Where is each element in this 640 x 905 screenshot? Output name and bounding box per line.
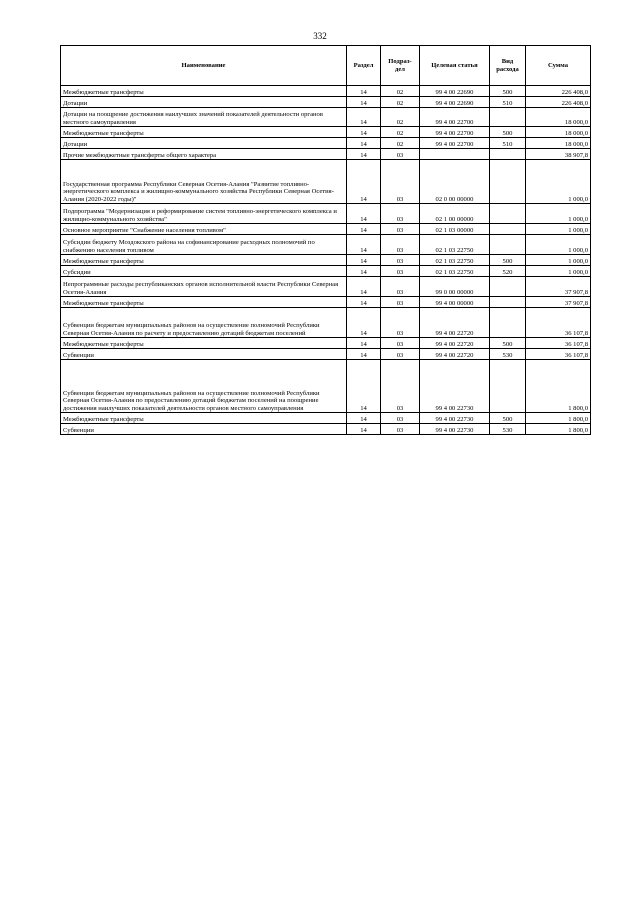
row-summa: 1 000,0 (526, 235, 591, 255)
row-razdel: 14 (347, 297, 381, 308)
row-podrazdel: 03 (381, 297, 420, 308)
row-name: Непрограммные расходы республиканских органов исполнительной власти Республики Северная Осетия-Алания (61, 277, 347, 297)
row-name: Межбюджетные трансферты (61, 338, 347, 349)
row-summa: 18 000,0 (526, 138, 591, 149)
table-row (61, 255, 591, 266)
row-name: Подпрограмма "Модернизация и реформирование систем топливно-энергетического комплекса и жилищно-коммунального хозяйства" (61, 204, 347, 224)
row-summa: 1 800,0 (526, 360, 591, 413)
table-row (61, 97, 591, 108)
row-podrazdel: 02 (381, 86, 420, 97)
row-statya: 02 1 03 22750 (420, 255, 490, 266)
row-razdel: 14 (347, 413, 381, 424)
row-name: Межбюджетные трансферты (61, 255, 347, 266)
table-row (61, 338, 591, 349)
row-statya: 99 4 00 22730 (420, 360, 490, 413)
row-vid: 530 (490, 349, 526, 360)
table-row (61, 424, 591, 435)
page-number: 332 (313, 31, 327, 41)
row-vid (490, 235, 526, 255)
row-statya: 99 4 00 22730 (420, 424, 490, 435)
row-statya: 99 0 00 00000 (420, 277, 490, 297)
row-vid: 530 (490, 424, 526, 435)
row-podrazdel: 02 (381, 138, 420, 149)
row-statya (420, 149, 490, 160)
table-row (61, 86, 591, 97)
row-vid (490, 149, 526, 160)
row-name: Субвенции (61, 349, 347, 360)
row-podrazdel: 03 (381, 413, 420, 424)
row-vid (490, 277, 526, 297)
table-row (61, 204, 591, 224)
row-razdel: 14 (347, 224, 381, 235)
row-razdel: 14 (347, 338, 381, 349)
row-razdel: 14 (347, 255, 381, 266)
row-summa: 1 800,0 (526, 413, 591, 424)
row-razdel: 14 (347, 97, 381, 108)
row-summa: 1 000,0 (526, 160, 591, 204)
table-row (61, 297, 591, 308)
table-header-row (61, 46, 591, 86)
row-razdel: 14 (347, 160, 381, 204)
row-statya: 99 4 00 22720 (420, 338, 490, 349)
row-statya: 99 4 00 22690 (420, 86, 490, 97)
row-statya: 99 4 00 22720 (420, 349, 490, 360)
row-name: Межбюджетные трансферты (61, 297, 347, 308)
row-name: Дотации (61, 138, 347, 149)
header-razdel: Раздел (347, 46, 381, 86)
row-summa: 1 000,0 (526, 266, 591, 277)
row-razdel: 14 (347, 138, 381, 149)
row-podrazdel: 03 (381, 235, 420, 255)
row-razdel: 14 (347, 277, 381, 297)
row-summa: 37 907,8 (526, 277, 591, 297)
row-statya: 99 4 00 22690 (420, 97, 490, 108)
row-vid (490, 297, 526, 308)
header-summa: Сумма (526, 46, 591, 86)
row-name: Субвенции бюджетам муниципальных районов на осуществление полномочий Республики Северная Осетия-Алания по расчету и предоставлению дотаций бюджетам поселений (61, 308, 347, 338)
table-row (61, 235, 591, 255)
row-podrazdel: 03 (381, 149, 420, 160)
row-statya: 02 1 00 00000 (420, 204, 490, 224)
row-statya: 99 4 00 22700 (420, 127, 490, 138)
row-summa: 18 000,0 (526, 127, 591, 138)
row-statya: 02 1 03 00000 (420, 224, 490, 235)
row-name: Субсидии бюджету Моздокского района на софинансирование расходных полномочий по снабжению населения топливом (61, 235, 347, 255)
row-statya: 99 4 00 00000 (420, 297, 490, 308)
row-razdel: 14 (347, 424, 381, 435)
row-razdel: 14 (347, 204, 381, 224)
row-podrazdel: 03 (381, 277, 420, 297)
row-summa: 1 000,0 (526, 204, 591, 224)
table-row (61, 349, 591, 360)
table-row (61, 160, 591, 204)
row-vid: 520 (490, 266, 526, 277)
row-vid (490, 108, 526, 127)
table-row (61, 266, 591, 277)
header-name: Наименование (61, 46, 347, 86)
row-statya: 99 4 00 22700 (420, 138, 490, 149)
row-razdel: 14 (347, 108, 381, 127)
row-summa: 1 000,0 (526, 224, 591, 235)
table-row (61, 277, 591, 297)
table-row (61, 149, 591, 160)
table-row (61, 308, 591, 338)
row-vid: 500 (490, 338, 526, 349)
row-razdel: 14 (347, 360, 381, 413)
row-podrazdel: 03 (381, 255, 420, 266)
row-statya: 99 4 00 22720 (420, 308, 490, 338)
row-vid: 500 (490, 255, 526, 266)
row-name: Субсидии (61, 266, 347, 277)
row-statya: 99 4 00 22730 (420, 413, 490, 424)
row-podrazdel: 03 (381, 360, 420, 413)
row-razdel: 14 (347, 149, 381, 160)
row-vid: 500 (490, 127, 526, 138)
row-summa: 36 107,8 (526, 308, 591, 338)
row-podrazdel: 02 (381, 108, 420, 127)
row-vid (490, 160, 526, 204)
row-summa: 1 000,0 (526, 255, 591, 266)
row-vid (490, 204, 526, 224)
row-podrazdel: 02 (381, 127, 420, 138)
row-razdel: 14 (347, 266, 381, 277)
row-statya: 02 0 00 00000 (420, 160, 490, 204)
row-summa: 36 107,8 (526, 349, 591, 360)
row-vid (490, 224, 526, 235)
row-podrazdel: 03 (381, 266, 420, 277)
row-name: Межбюджетные трансферты (61, 413, 347, 424)
row-podrazdel: 03 (381, 338, 420, 349)
table-row (61, 224, 591, 235)
table-row (61, 413, 591, 424)
row-razdel: 14 (347, 127, 381, 138)
row-name: Межбюджетные трансферты (61, 86, 347, 97)
header-vid-raskhoda: Вид расхода (490, 46, 526, 86)
row-razdel: 14 (347, 308, 381, 338)
table-row (61, 108, 591, 127)
row-summa: 36 107,8 (526, 338, 591, 349)
row-summa: 18 000,0 (526, 108, 591, 127)
row-summa: 38 907,8 (526, 149, 591, 160)
row-name: Прочие межбюджетные трансферты общего характера (61, 149, 347, 160)
row-vid: 510 (490, 138, 526, 149)
row-razdel: 14 (347, 235, 381, 255)
row-name: Дотации (61, 97, 347, 108)
row-razdel: 14 (347, 349, 381, 360)
row-name: Основное мероприятие "Снабжение населения топливом" (61, 224, 347, 235)
table-row (61, 360, 591, 413)
row-vid (490, 308, 526, 338)
row-podrazdel: 02 (381, 97, 420, 108)
row-podrazdel: 03 (381, 224, 420, 235)
table-row (61, 127, 591, 138)
row-statya: 99 4 00 22700 (420, 108, 490, 127)
header-podrazdel: Подраз- дел (381, 46, 420, 86)
row-name: Дотации на поощрение достижения наилучших значений показателей деятельности органов местного самоуправления (61, 108, 347, 127)
row-summa: 226 408,0 (526, 86, 591, 97)
row-podrazdel: 03 (381, 204, 420, 224)
row-vid (490, 360, 526, 413)
row-podrazdel: 03 (381, 424, 420, 435)
row-podrazdel: 03 (381, 349, 420, 360)
row-vid: 500 (490, 413, 526, 424)
row-summa: 37 907,8 (526, 297, 591, 308)
row-vid: 510 (490, 97, 526, 108)
row-name: Межбюджетные трансферты (61, 127, 347, 138)
row-razdel: 14 (347, 86, 381, 97)
row-vid: 500 (490, 86, 526, 97)
row-podrazdel: 03 (381, 308, 420, 338)
header-tselevaya-statya: Целевая статья (420, 46, 490, 86)
row-name: Субвенции (61, 424, 347, 435)
row-podrazdel: 03 (381, 160, 420, 204)
table-row (61, 138, 591, 149)
row-summa: 1 800,0 (526, 424, 591, 435)
row-name: Субвенции бюджетам муниципальных районов на осуществление полномочий Республики Северная Осетия-Алания по предоставлению дотаций бюджетам поселений на поощрение достижения наилучших показателей деятельности органов местного самоуправления (61, 360, 347, 413)
row-statya: 02 1 03 22750 (420, 235, 490, 255)
row-summa: 226 408,0 (526, 97, 591, 108)
budget-table (60, 45, 591, 435)
row-statya: 02 1 03 22750 (420, 266, 490, 277)
row-name: Государственная программа Республики Северная Осетия-Алания "Развитие топливно-энергетического комплекса и жилищно-коммунального хозяйства Республики Северная Осетия-Алания (2020-2022 годы)" (61, 160, 347, 204)
